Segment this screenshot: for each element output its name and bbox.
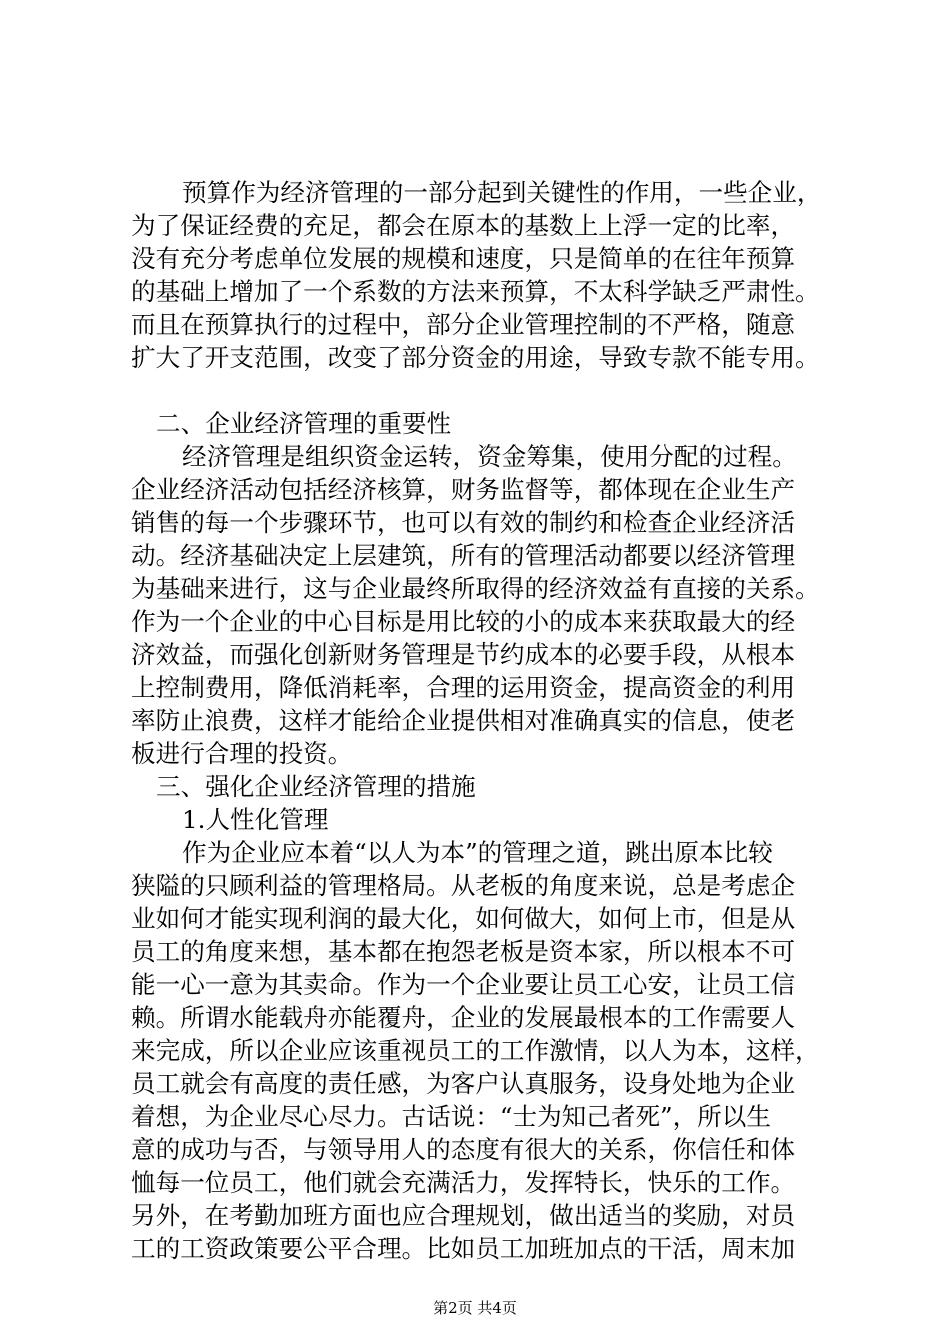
paragraph-line: 工的工资政策要公平合理。比如员工加班加点的干活，周末加 <box>131 1234 796 1263</box>
paragraph-line: 员工就会有高度的责任感，为客户认真服务，设身处地为企业 <box>131 1069 796 1098</box>
section-heading: 三、强化企业经济管理的措施 <box>156 772 476 801</box>
paragraph-line: 为了保证经费的充足，都会在原本的基数上上浮一定的比率， <box>131 211 796 240</box>
page-footer: 第2页 共4页 <box>433 1299 517 1317</box>
paragraph-line: 作为企业应本着“以人为本”的管理之道，跳出原本比较 <box>182 838 773 867</box>
paragraph-line: 来完成，所以企业应该重视员工的工作激情，以人为本，这样， <box>131 1036 820 1065</box>
paragraph-line: 经济管理是组织资金运转，资金筹集，使用分配的过程。 <box>182 442 797 471</box>
paragraph-line: 作为一个企业的中心目标是用比较的小的成本来获取最大的经 <box>131 607 796 636</box>
paragraph-line: 员工的角度来想，基本都在抱怨老板是资本家，所以根本不可 <box>131 937 796 966</box>
paragraph-line: 动。经济基础决定上层建筑，所有的管理活动都要以经济管理 <box>131 541 796 570</box>
paragraph-line: 恤每一位员工，他们就会充满活力，发挥特长，快乐的工作。 <box>131 1168 796 1197</box>
paragraph-line: 扩大了开支范围，改变了部分资金的用途，导致专款不能专用。 <box>131 343 820 372</box>
paragraph-line: 率防止浪费，这样才能给企业提供相对准确真实的信息，使老 <box>131 706 796 735</box>
paragraph-line: 的基础上增加了一个系数的方法来预算，不太科学缺乏严肃性。 <box>131 277 820 306</box>
paragraph-line: 没有充分考虑单位发展的规模和速度，只是简单的在往年预算 <box>131 244 796 273</box>
section-heading: 二、企业经济管理的重要性 <box>156 409 452 438</box>
paragraph-line: 销售的每一个步骤环节，也可以有效的制约和检查企业经济活 <box>131 508 796 537</box>
paragraph-line: 企业经济活动包括经济核算，财务监督等，都体现在企业生产 <box>131 475 796 504</box>
paragraph-line: 而且在预算执行的过程中，部分企业管理控制的不严格，随意 <box>131 310 796 339</box>
paragraph-line: 业如何才能实现利润的最大化，如何做大，如何上市，但是从 <box>131 904 796 933</box>
paragraph-line: 着想，为企业尽心尽力。古话说：“士为知己者死”，所以生 <box>131 1102 771 1131</box>
paragraph-line: 为基础来进行，这与企业最终所取得的经济效益有直接的关系。 <box>131 574 820 603</box>
paragraph-line: 意的成功与否，与领导用人的态度有很大的关系，你信任和体 <box>131 1135 796 1164</box>
paragraph-line: 预算作为经济管理的一部分起到关键性的作用，一些企业， <box>182 178 822 207</box>
paragraph-line: 板进行合理的投资。 <box>131 739 353 768</box>
paragraph-line: 济效益，而强化创新财务管理是节约成本的必要手段，从根本 <box>131 640 796 669</box>
paragraph-line: 狭隘的只顾利益的管理格局。从老板的角度来说，总是考虑企 <box>131 871 796 900</box>
paragraph-line: 能一心一意为其卖命。作为一个企业要让员工心安，让员工信 <box>131 970 796 999</box>
subsection-heading: 1.人性化管理 <box>182 805 329 834</box>
paragraph-line: 上控制费用，降低消耗率，合理的运用资金，提高资金的利用 <box>131 673 796 702</box>
paragraph-line: 另外，在考勤加班方面也应合理规划，做出适当的奖励，对员 <box>131 1201 796 1230</box>
paragraph-line: 赖。所谓水能载舟亦能覆舟，企业的发展最根本的工作需要人 <box>131 1003 796 1032</box>
